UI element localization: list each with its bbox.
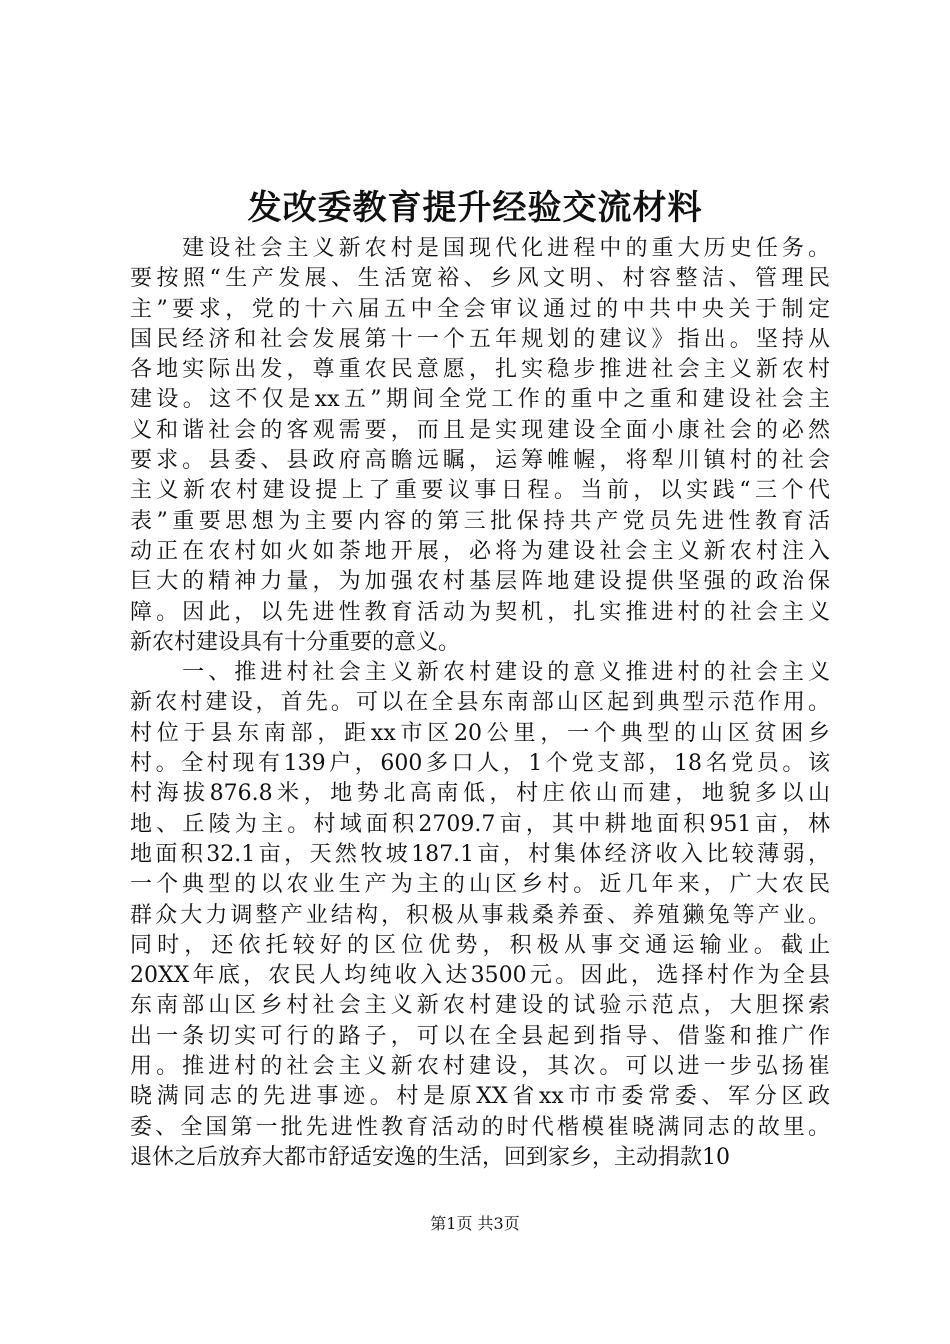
body-line: 地面积32.1亩，天然牧坡187.1亩，村集体经济收入比较薄弱， — [130, 841, 830, 867]
body-line: 东南部山区乡村社会主义新农村建设的试验示范点，大胆探索 — [130, 993, 830, 1019]
body-line: 群众大力调整产业结构，积极从事栽桑养蚕、养殖獭兔等产业。 — [130, 902, 830, 928]
body-line: 各地实际出发，尊重农民意愿，扎实稳步推进社会主义新农村 — [130, 357, 830, 383]
body-line: 义和谐社会的客观需要，而且是实现建设全面小康社会的必然 — [130, 417, 830, 443]
body-line: 20XX年底，农民人均纯收入达3500元。因此，选择村作为全县 — [130, 963, 830, 989]
body-line: 出一条切实可行的路子，可以在全县起到指导、借鉴和推广作 — [130, 1023, 830, 1049]
body-line: 用。推进村的社会主义新农村建设，其次。可以进一步弘扬崔 — [130, 1054, 830, 1080]
document-body — [130, 234, 830, 1173]
body-line: 退休之后放弃大都市舒适安逸的生活，回到家乡，主动捐款10 — [130, 1144, 730, 1170]
body-line: 新农村建设具有十分重要的意义。 — [130, 629, 461, 655]
body-line: 村海拔876.8米，地势北高南低，村庄依山而建，地貌多以山 — [130, 781, 830, 807]
body-line: 村。全村现有139户，600多口人，1个党支部，18名党员。该 — [130, 751, 830, 777]
body-line: 晓满同志的先进事迹。村是原XX省xx市市委常委、军分区政 — [130, 1084, 830, 1110]
body-line: 动正在农村如火如荼地开展，必将为建设社会主义新农村注入 — [130, 538, 830, 564]
body-line: 村位于县东南部，距xx市区20公里，一个典型的山区贫困乡 — [130, 720, 830, 746]
body-line: 要按照“生产发展、生活宽裕、乡风文明、村容整洁、管理民 — [130, 266, 830, 292]
body-line: 巨大的精神力量，为加强农村基层阵地建设提供坚强的政治保 — [130, 569, 830, 595]
body-line: 主”要求，党的十六届五中全会审议通过的中共中央关于制定 — [130, 296, 830, 322]
body-line: 主义新农村建设提上了重要议事日程。当前，以实践“三个代 — [130, 478, 830, 504]
body-line: 国民经济和社会发展第十一个五年规划的建议》指出。坚持从 — [130, 326, 830, 352]
body-line: 建设。这不仅是xx五”期间全党工作的重中之重和建设社会主 — [130, 387, 830, 413]
body-line: 地、丘陵为主。村域面积2709.7亩，其中耕地面积951亩，林 — [130, 811, 830, 837]
body-line: 一、推进村社会主义新农村建设的意义推进村的社会主义 — [130, 660, 830, 686]
body-line: 要求。县委、县政府高瞻远瞩，运筹帷幄，将犁川镇村的社会 — [130, 448, 830, 474]
body-line: 委、全国第一批先进性教育活动的时代楷模崔晓满同志的故里。 — [130, 1114, 830, 1140]
body-line: 一个典型的以农业生产为主的山区乡村。近几年来，广大农民 — [130, 872, 830, 898]
body-line: 障。因此，以先进性教育活动为契机，扎实推进村的社会主义 — [130, 599, 830, 625]
body-line: 同时，还依托较好的区位优势，积极从事交通运输业。截止 — [130, 932, 830, 958]
body-line: 新农村建设，首先。可以在全县东南部山区起到典型示范作用。 — [130, 690, 830, 716]
body-line: 建设社会主义新农村是国现代化进程中的重大历史任务。 — [130, 236, 830, 261]
page-indicator: 第1页 共3页 — [430, 1214, 520, 1233]
body-line: 表”重要思想为主要内容的第三批保持共产党员先进性教育活 — [130, 508, 830, 534]
document-title: 发改委教育提升经验交流材料 — [247, 188, 703, 228]
